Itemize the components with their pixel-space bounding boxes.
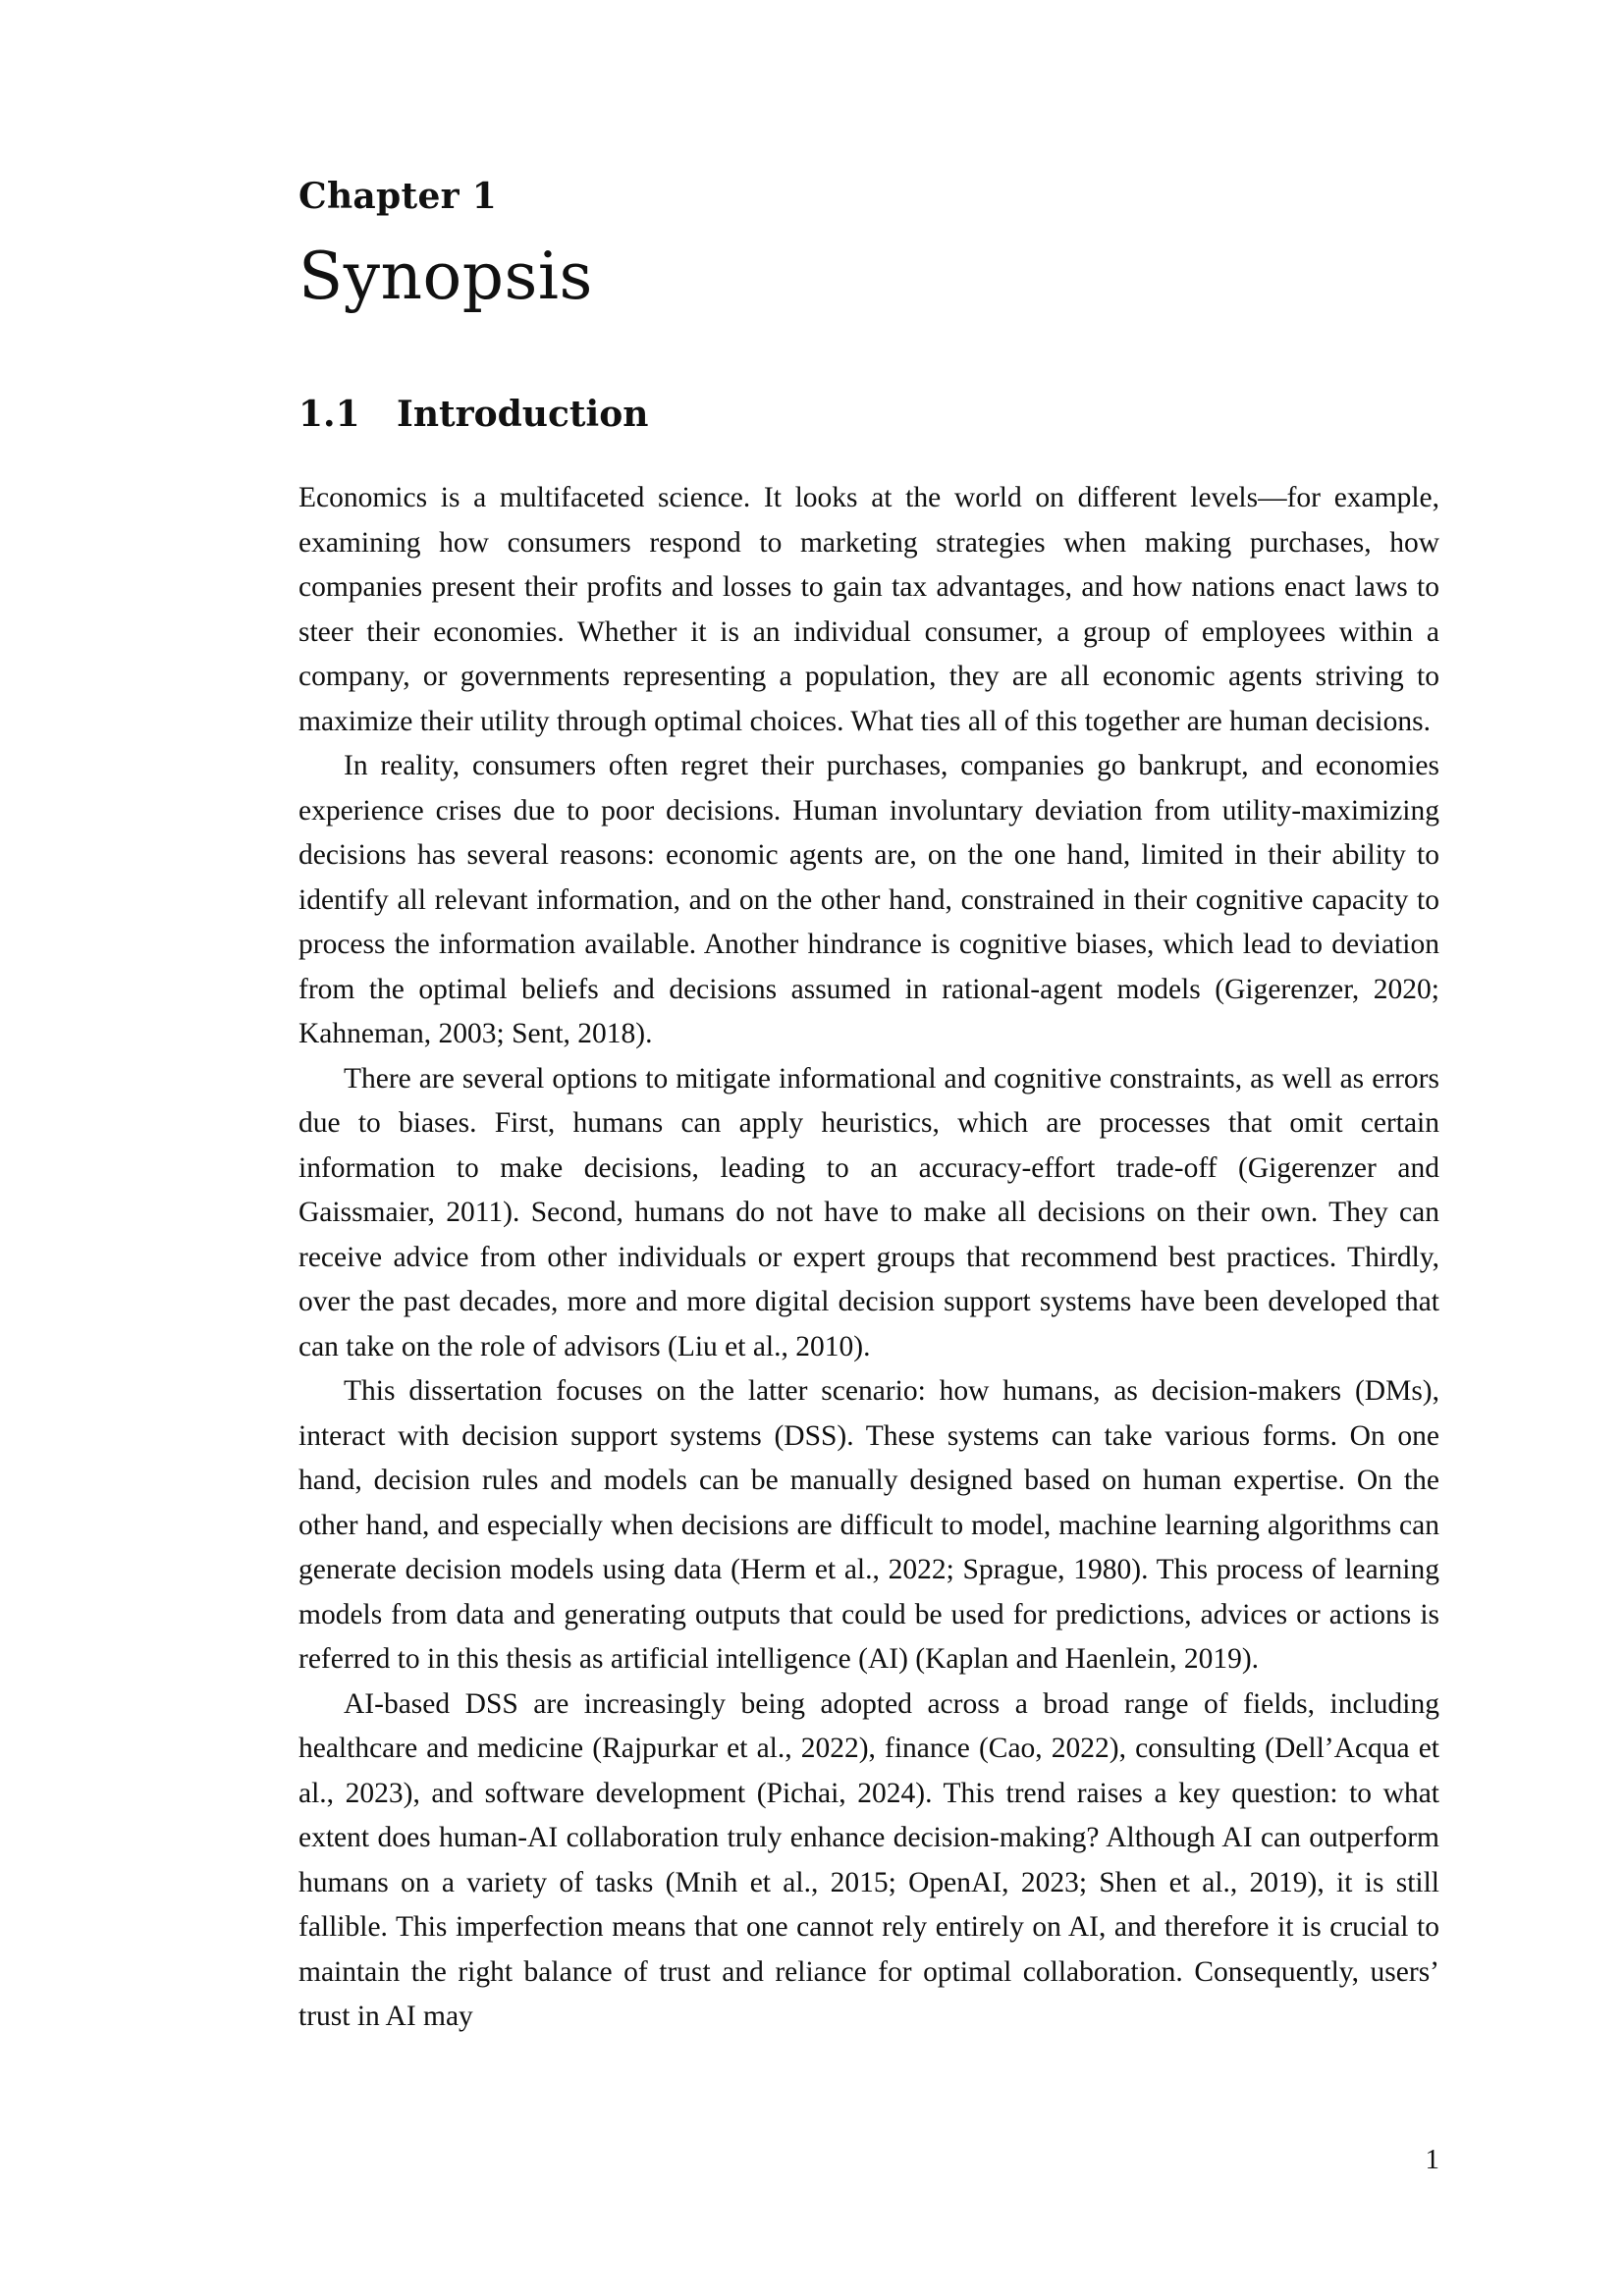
section-heading <box>298 391 648 438</box>
paragraph-3: There are several options to mitigate informational and cognitive constraints, as well as errors due to biases. First, humans can apply heuristics, which are processes that omit certain information to make decisions, leading to an accuracy-effort trade-off (Gigerenzer and Gaissmaier, 2011). Second, humans do not have to make all decisions on their own. They can receive advice from other individuals or expert groups that recommend best practices. Thirdly, over the past decades, more and more digital decision support systems have been developed that can take on the role of advisors (Liu et al., 2010). <box>298 1062 1439 1362</box>
section-title: Introduction <box>397 394 649 435</box>
chapter-label: Chapter 1 <box>298 176 498 217</box>
paragraph-2: In reality, consumers often regret their purchases, companies go bankrupt, and economies experience crises due to poor decisions. Human involuntary deviation from utility-maximizing decisions has several reasons: economic agents are, on the one hand, limited in their ability to identify all relevant information, and on the other hand, constrained in their cognitive capacity to process the information available. Another hindrance is cognitive biases, which lead to deviation from the optimal beliefs and decisions assumed in rational-agent models (Gigerenzer, 2020; Kahneman, 2003; Sent, 2018). <box>298 750 1439 1049</box>
chapter-title: Synopsis <box>298 239 593 314</box>
paragraph-4: This dissertation focuses on the latter scenario: how humans, as decision-makers (DMs), interact with decision support systems (DSS). These systems can take various forms. On one hand, decision rules and models can be manually designed based on human expertise. On the other hand, and especially when decisions are difficult to model, machine learning algorithms can generate decision models using data (Herm et al., 2022; Sprague, 1980). This process of learning models from data and generating outputs that could be used for predictions, advices or actions is referred to in this thesis as artificial intelligence (AI) (Kaplan and Haenlein, 2019). <box>298 1375 1439 1675</box>
paragraph-5: AI-based DSS are increasingly being adopted across a broad range of fields, including healthcare and medicine (Rajpurkar et al., 2022), finance (Cao, 2022), consulting (Dell’Acqua et al., 2023), and software development (Pichai, 2024). This trend raises a key question: to what extent does human-AI collaboration truly enhance decision-making? Although AI can outperform humans on a variety of tasks (Mnih et al., 2015; OpenAI, 2023; Shen et al., 2019), it is still fallible. This imperfection means that one cannot rely entirely on AI, and therefore it is crucial to maintain the right balance of trust and reliance for optimal collaboration. Consequently, users’ trust in AI may <box>298 1687 1439 2032</box>
paragraph-1: Economics is a multifaceted science. It looks at the world on different levels—for example, examining how consumers respond to marketing strategies when making purchases, how companies present their profits and losses to gain tax advantages, and how nations enact laws to steer their economies. Whether it is an individual consumer, a group of employees within a company, or governments representing a population, they are all economic agents striving to maximize their utility through optimal choices. What ties all of this together are human decisions. <box>298 482 1439 737</box>
body-text <box>298 476 1439 2040</box>
page-number: 1 <box>1425 2144 1439 2175</box>
section-number: 1.1 <box>298 394 360 435</box>
document-page <box>298 0 1439 2296</box>
